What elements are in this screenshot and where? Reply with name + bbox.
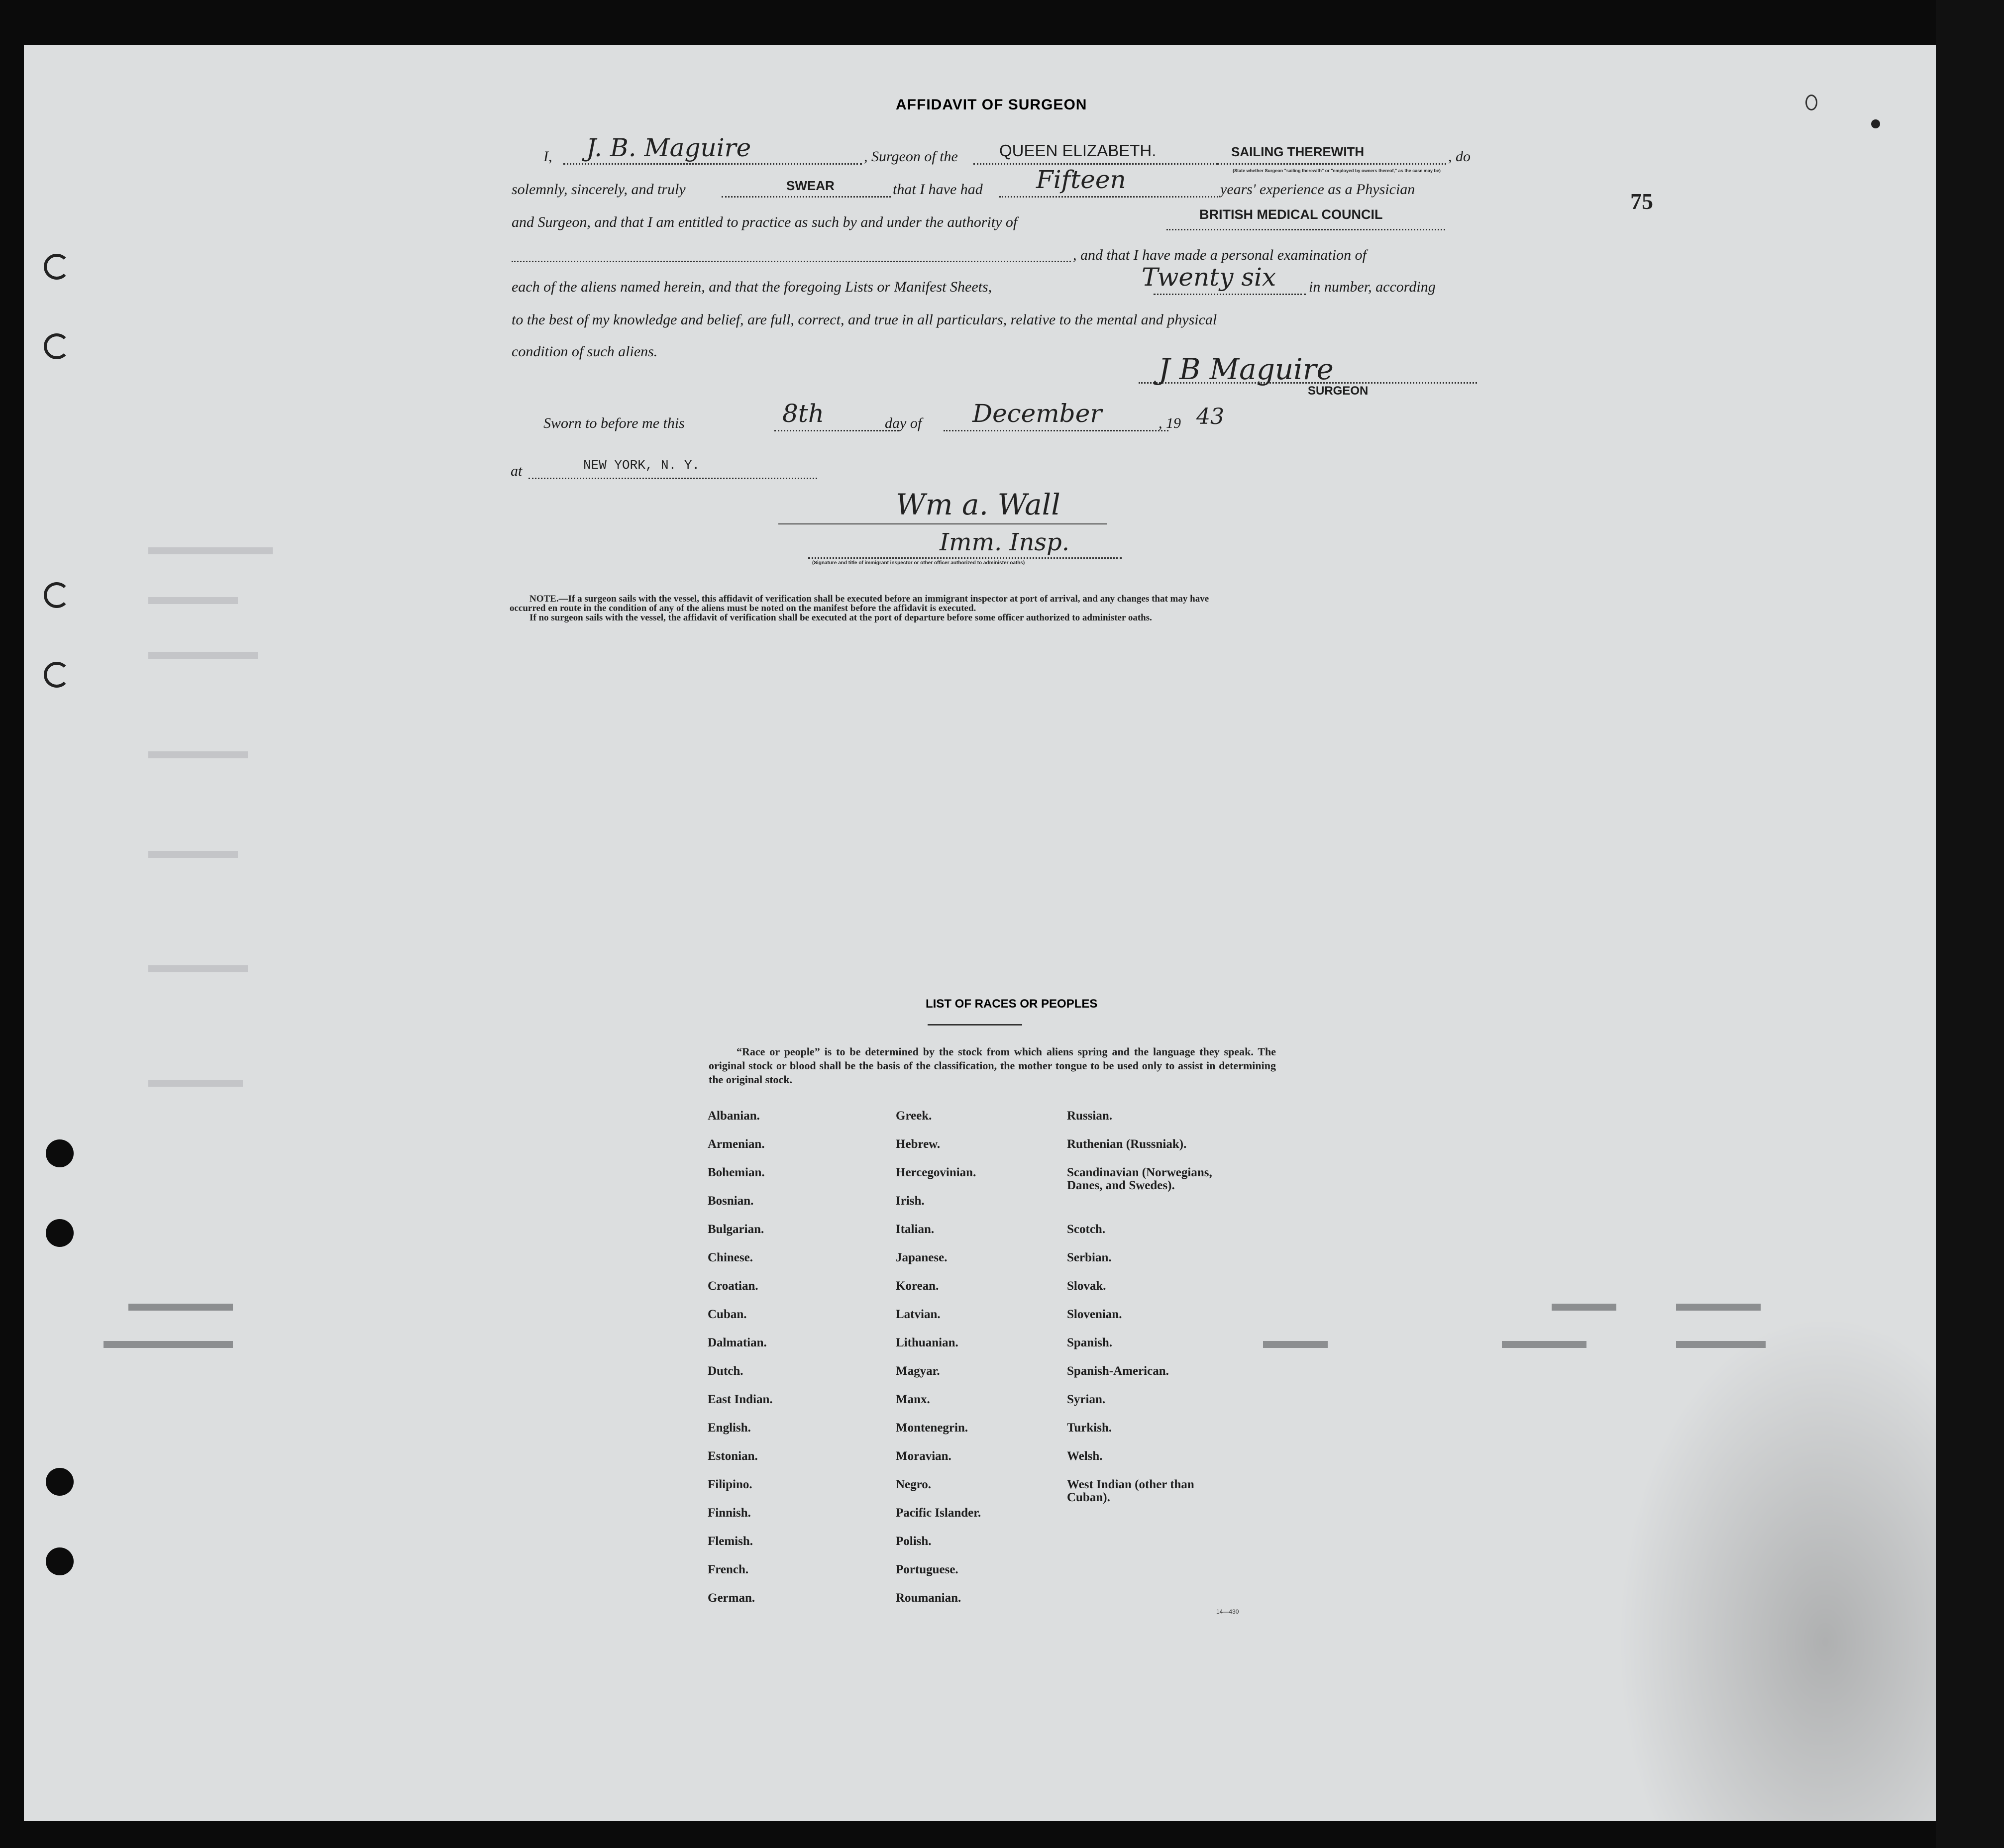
vessel-name: QUEEN ELIZABETH.: [999, 141, 1157, 160]
bleed-through: [128, 1304, 233, 1311]
races-title: LIST OF RACES OR PEOPLES: [926, 997, 1098, 1011]
race-item: Montenegrin.: [896, 1421, 968, 1435]
bleed-through: [1263, 1341, 1328, 1348]
binder-hole: [46, 1547, 74, 1575]
race-item: Dalmatian.: [708, 1336, 767, 1349]
punch-mark: [1805, 95, 1817, 110]
field-line: [774, 430, 899, 431]
years-count: Fifteen: [1036, 165, 1126, 194]
note-line-2: occurred en route in the condition of any of the aliens must be noted on the manifest before the affidavit is executed.: [510, 603, 976, 614]
race-item: Hercegovinian.: [896, 1166, 976, 1179]
race-item: Finnish.: [708, 1506, 751, 1520]
race-item: Portuguese.: [896, 1563, 958, 1576]
sworn-year: 43: [1196, 404, 1224, 429]
surgeon-of-label: , Surgeon of the: [864, 148, 958, 165]
punch-mark: [1871, 119, 1880, 128]
form-number: 14—430: [1216, 1608, 1239, 1615]
race-item: Latvian.: [896, 1308, 941, 1321]
binder-hole: [44, 254, 70, 280]
race-item: Polish.: [896, 1535, 932, 1548]
binder-hole: [46, 1139, 74, 1167]
authority-label: and Surgeon, and that I am entitled to practice as such by and under the authority of: [512, 214, 1018, 230]
race-item: Scandinavian (Norwegians, Danes, and Swedes).: [1067, 1166, 1212, 1192]
race-item: Slovenian.: [1067, 1308, 1122, 1321]
sheets-label: each of the aliens named herein, and that the foregoing Lists or Manifest Sheets,: [512, 279, 992, 295]
field-line: [944, 430, 1168, 431]
sworn-label: Sworn to before me this: [543, 415, 685, 431]
race-item: Syrian.: [1067, 1393, 1106, 1406]
race-item: Bosnian.: [708, 1194, 754, 1208]
race-item: Manx.: [896, 1393, 930, 1406]
document-page: [24, 45, 1936, 1821]
day-of-label: day of: [885, 415, 922, 431]
oath-word: SWEAR: [786, 178, 835, 193]
races-paragraph: “Race or people” is to be determined by the stock from which aliens spring and the language they speak. The original stock or blood shall be the basis of the classification, the mother tongue to be used only to assist in determining the original stock.: [709, 1045, 1276, 1086]
officer-sign-line: [778, 523, 1107, 524]
race-item: Roumanian.: [896, 1591, 961, 1605]
bleed-through: [104, 1341, 233, 1348]
field-line: [563, 163, 862, 165]
race-item: Turkish.: [1067, 1421, 1112, 1435]
years-experience: years' experience as a Physician: [1220, 181, 1415, 198]
bleed-through: [148, 1080, 243, 1087]
page-number: 75: [1630, 189, 1653, 214]
bleed-through: [148, 751, 248, 758]
race-item: Albanian.: [708, 1109, 760, 1123]
race-item: Korean.: [896, 1279, 939, 1293]
race-item: French.: [708, 1563, 749, 1576]
year-prefix: , 19: [1159, 415, 1181, 431]
binder-hole: [44, 333, 70, 359]
race-item: Hebrew.: [896, 1137, 941, 1151]
officer-signature: Wm a. Wall: [896, 488, 1060, 521]
bleed-through: [1552, 1304, 1616, 1311]
race-item: Pacific Islander.: [896, 1506, 981, 1520]
race-item: [1067, 1195, 1251, 1223]
binder-hole: [44, 582, 70, 608]
bleed-through: [1676, 1341, 1766, 1348]
race-item: East Indian.: [708, 1393, 773, 1406]
note-line-3: If no surgeon sails with the vessel, the affidavit of verification shall be executed at the port of departure before some officer authorized to administer oaths.: [529, 613, 1152, 623]
field-line: [999, 196, 1218, 198]
races-column-3: [1067, 1110, 1251, 1507]
bleed-through: [148, 851, 238, 858]
binder-hole: [46, 1468, 74, 1496]
sheets-count: Twenty six: [1142, 263, 1276, 292]
note-line-1: NOTE.—If a surgeon sails with the vessel, this affidavit of verification shall be executed before an immigrant inspector at port of arrival, and any changes that may have: [529, 594, 1209, 604]
race-item: Bohemian.: [708, 1166, 765, 1179]
do-label: , do: [1448, 148, 1471, 165]
race-item: Bulgarian.: [708, 1223, 764, 1236]
race-item: Ruthenian (Russniak).: [1067, 1137, 1187, 1151]
race-item: Lithuanian.: [896, 1336, 958, 1349]
races-column-1: [708, 1110, 872, 1620]
in-number-label: in number, according: [1309, 279, 1436, 295]
field-line: [808, 557, 1122, 559]
race-item: German.: [708, 1591, 755, 1605]
at-label: at: [511, 463, 523, 479]
surgeon-signature: J B Maguire: [1159, 352, 1334, 386]
race-item: Estonian.: [708, 1449, 758, 1463]
sailing-note: (State whether Surgeon "sailing therewith" or "employed by owners thereof," as the case may be): [1233, 168, 1441, 173]
surgeon-label: SURGEON: [1308, 384, 1369, 398]
field-line: [512, 261, 1071, 262]
field-line: [973, 163, 1217, 165]
i-label: I,: [543, 148, 552, 165]
sworn-day: 8th: [782, 399, 825, 428]
race-item: Filipino.: [708, 1478, 752, 1491]
race-item: Japanese.: [896, 1251, 948, 1264]
knowledge-label: to the best of my knowledge and belief, are full, correct, and true in all particulars, relative to the mental and physical: [512, 311, 1217, 328]
binder-hole: [44, 662, 70, 688]
race-item: Dutch.: [708, 1364, 743, 1378]
sailing-status: SAILING THEREWITH: [1231, 144, 1365, 159]
race-item: Irish.: [896, 1194, 925, 1208]
officer-title: Imm. Insp.: [940, 528, 1069, 556]
affidavit-title: AFFIDAVIT OF SURGEON: [896, 97, 1087, 113]
race-item: West Indian (other than Cuban).: [1067, 1478, 1194, 1504]
race-item: Flemish.: [708, 1535, 753, 1548]
race-item: Moravian.: [896, 1449, 951, 1463]
race-item: Spanish.: [1067, 1336, 1113, 1349]
bleed-through: [148, 965, 248, 972]
bleed-through: [1502, 1341, 1586, 1348]
field-line: [1154, 294, 1306, 295]
race-item: Russian.: [1067, 1109, 1113, 1123]
race-item: Slovak.: [1067, 1279, 1106, 1293]
field-line: [528, 478, 817, 479]
authority-value: BRITISH MEDICAL COUNCIL: [1199, 207, 1383, 222]
race-item: Negro.: [896, 1478, 932, 1491]
condition-label: condition of such aliens.: [512, 343, 658, 360]
solemnly-label: solemnly, sincerely, and truly: [512, 181, 686, 198]
race-item: Welsh.: [1067, 1449, 1103, 1463]
bleed-through: [148, 547, 273, 554]
field-line: [722, 196, 891, 198]
race-item: Croatian.: [708, 1279, 758, 1293]
race-item: Magyar.: [896, 1364, 940, 1378]
location: NEW YORK, N. Y.: [583, 458, 700, 473]
bleed-through: [1676, 1304, 1761, 1311]
field-line: [1217, 163, 1446, 165]
officer-caption: (Signature and title of immigrant inspector or other officer authorized to administer oaths): [812, 560, 1025, 566]
race-item: English.: [708, 1421, 751, 1435]
race-item: Armenian.: [708, 1137, 765, 1151]
races-column-2: [896, 1110, 1060, 1620]
surgeon-name: J. B. Maguire: [586, 133, 751, 162]
race-item: Cuban.: [708, 1308, 747, 1321]
race-item: Serbian.: [1067, 1251, 1112, 1264]
binder-hole: [46, 1219, 74, 1247]
examination-label: , and that I have made a personal examination of: [1073, 247, 1367, 263]
race-item: Scotch.: [1067, 1223, 1106, 1236]
sworn-month: December: [972, 399, 1102, 428]
title-rule: [928, 1024, 1022, 1026]
race-item: Greek.: [896, 1109, 932, 1123]
field-line: [1166, 229, 1445, 230]
that-i-have-had: that I have had: [893, 181, 983, 198]
bleed-through: [148, 597, 238, 604]
bleed-through: [148, 652, 258, 659]
scan-border-right: [1936, 0, 2004, 1848]
race-item: Italian.: [896, 1223, 935, 1236]
race-item: Chinese.: [708, 1251, 753, 1264]
race-item: Spanish-American.: [1067, 1364, 1169, 1378]
